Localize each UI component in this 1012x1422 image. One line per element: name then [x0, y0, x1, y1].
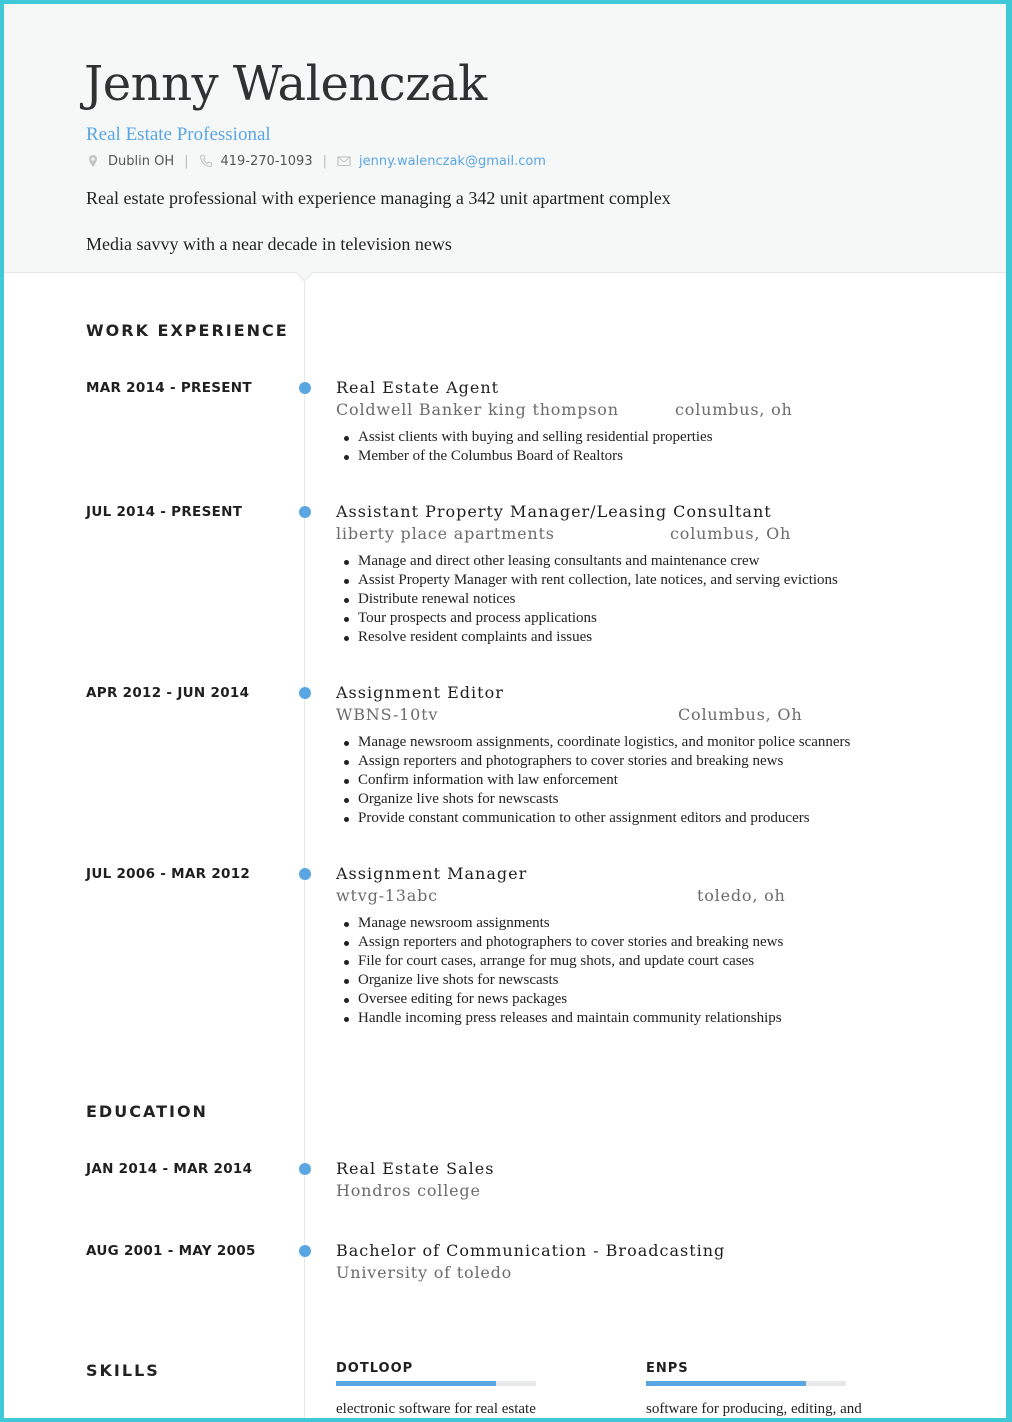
contact-separator: |: [184, 153, 189, 169]
candidate-role: Real Estate Professional: [86, 124, 271, 145]
school-name: Hondros college: [336, 1181, 481, 1200]
list-item: Handle incoming press releases and maintain community relationships: [336, 1009, 783, 1028]
entry-date: APR 2012 - JUN 2014: [86, 685, 250, 701]
list-item: Assist clients with buying and selling residential properties: [336, 428, 713, 447]
list-item: Organize live shots for newscasts: [336, 971, 783, 990]
skill-description: software for producing, editing, and: [646, 1401, 862, 1417]
summary-line: Real estate professional with experience managing a 342 unit apartment complex: [86, 188, 671, 208]
job-location: columbus, Oh: [670, 524, 792, 543]
contact-phone: 419-270-1093: [220, 153, 313, 169]
list-item: Tour prospects and process applications: [336, 609, 838, 628]
envelope-icon: [337, 154, 351, 168]
company-name: wtvg-13abc: [336, 886, 438, 905]
list-item: Assign reporters and photographers to cover stories and breaking news: [336, 933, 783, 952]
job-title: Assistant Property Manager/Leasing Consultant: [336, 502, 772, 521]
bullet-list: [336, 552, 838, 647]
phone-icon: [199, 154, 213, 168]
list-item: Manage newsroom assignments, coordinate logistics, and monitor police scanners: [336, 733, 850, 752]
section-title-work: WORK EXPERIENCE: [86, 321, 289, 340]
section-title-education: EDUCATION: [86, 1102, 208, 1121]
job-title: Assignment Manager: [336, 864, 528, 883]
list-item: Manage newsroom assignments: [336, 914, 783, 933]
job-title: Assignment Editor: [336, 683, 504, 702]
job-title: Real Estate Agent: [336, 378, 500, 397]
job-location: Columbus, Oh: [678, 705, 803, 724]
skill-name: DOTLOOP: [336, 1361, 414, 1376]
contact-location: Dublin OH: [108, 153, 175, 169]
timeline-dot: [299, 506, 311, 518]
list-item: Distribute renewal notices: [336, 590, 838, 609]
resume-header: [4, 4, 1006, 273]
list-item: Manage and direct other leasing consultants and maintenance crew: [336, 552, 838, 571]
entry-date: MAR 2014 - PRESENT: [86, 380, 252, 396]
entry-date: JUL 2006 - MAR 2012: [86, 866, 251, 882]
list-item: Oversee editing for news packages: [336, 990, 783, 1009]
contact-separator: |: [322, 153, 327, 169]
timeline-dot: [299, 1245, 311, 1257]
company-name: liberty place apartments: [336, 524, 555, 543]
skill-name: ENPS: [646, 1361, 689, 1376]
entry-date: JUL 2014 - PRESENT: [86, 504, 243, 520]
entry-date: JAN 2014 - MAR 2014: [86, 1161, 253, 1177]
contact-info: [86, 152, 546, 170]
bullet-list: [336, 428, 713, 466]
bullet-list: [336, 733, 850, 828]
skill-level-fill: [336, 1381, 496, 1386]
list-item: Member of the Columbus Board of Realtors: [336, 447, 713, 466]
skill-level-bar: [646, 1381, 846, 1386]
timeline-dot: [299, 687, 311, 699]
list-item: Organize live shots for newscasts: [336, 790, 850, 809]
company-name: Coldwell Banker king thompson: [336, 400, 619, 419]
skill-description: electronic software for real estate: [336, 1401, 536, 1417]
degree-title: Real Estate Sales: [336, 1159, 495, 1178]
timeline-dot: [299, 382, 311, 394]
entry-date: AUG 2001 - MAY 2005: [86, 1243, 256, 1259]
degree-title: Bachelor of Communication - Broadcasting: [336, 1241, 726, 1260]
timeline-dot: [299, 1163, 311, 1175]
job-location: toledo, oh: [697, 886, 786, 905]
school-name: University of toledo: [336, 1263, 513, 1282]
list-item: Confirm information with law enforcement: [336, 771, 850, 790]
job-location: columbus, oh: [675, 400, 793, 419]
resume-page: [4, 4, 1006, 1418]
summary-line: Media savvy with a near decade in television news: [86, 234, 452, 254]
section-title-skills: SKILLS: [86, 1361, 160, 1380]
list-item: Resolve resident complaints and issues: [336, 628, 838, 647]
timeline-dot: [299, 868, 311, 880]
list-item: Provide constant communication to other assignment editors and producers: [336, 809, 850, 828]
skill-level-fill: [646, 1381, 806, 1386]
candidate-name: Jenny Walenczak: [84, 56, 487, 112]
list-item: Assign reporters and photographers to cover stories and breaking news: [336, 752, 850, 771]
company-name: WBNS-10tv: [336, 705, 439, 724]
contact-email-link[interactable]: jenny.walenczak@gmail.com: [358, 153, 546, 169]
list-item: Assist Property Manager with rent collection, late notices, and serving evictions: [336, 571, 838, 590]
skill-level-bar: [336, 1381, 536, 1386]
bullet-list: [336, 914, 783, 1028]
map-pin-icon: [86, 154, 100, 168]
list-item: File for court cases, arrange for mug shots, and update court cases: [336, 952, 783, 971]
